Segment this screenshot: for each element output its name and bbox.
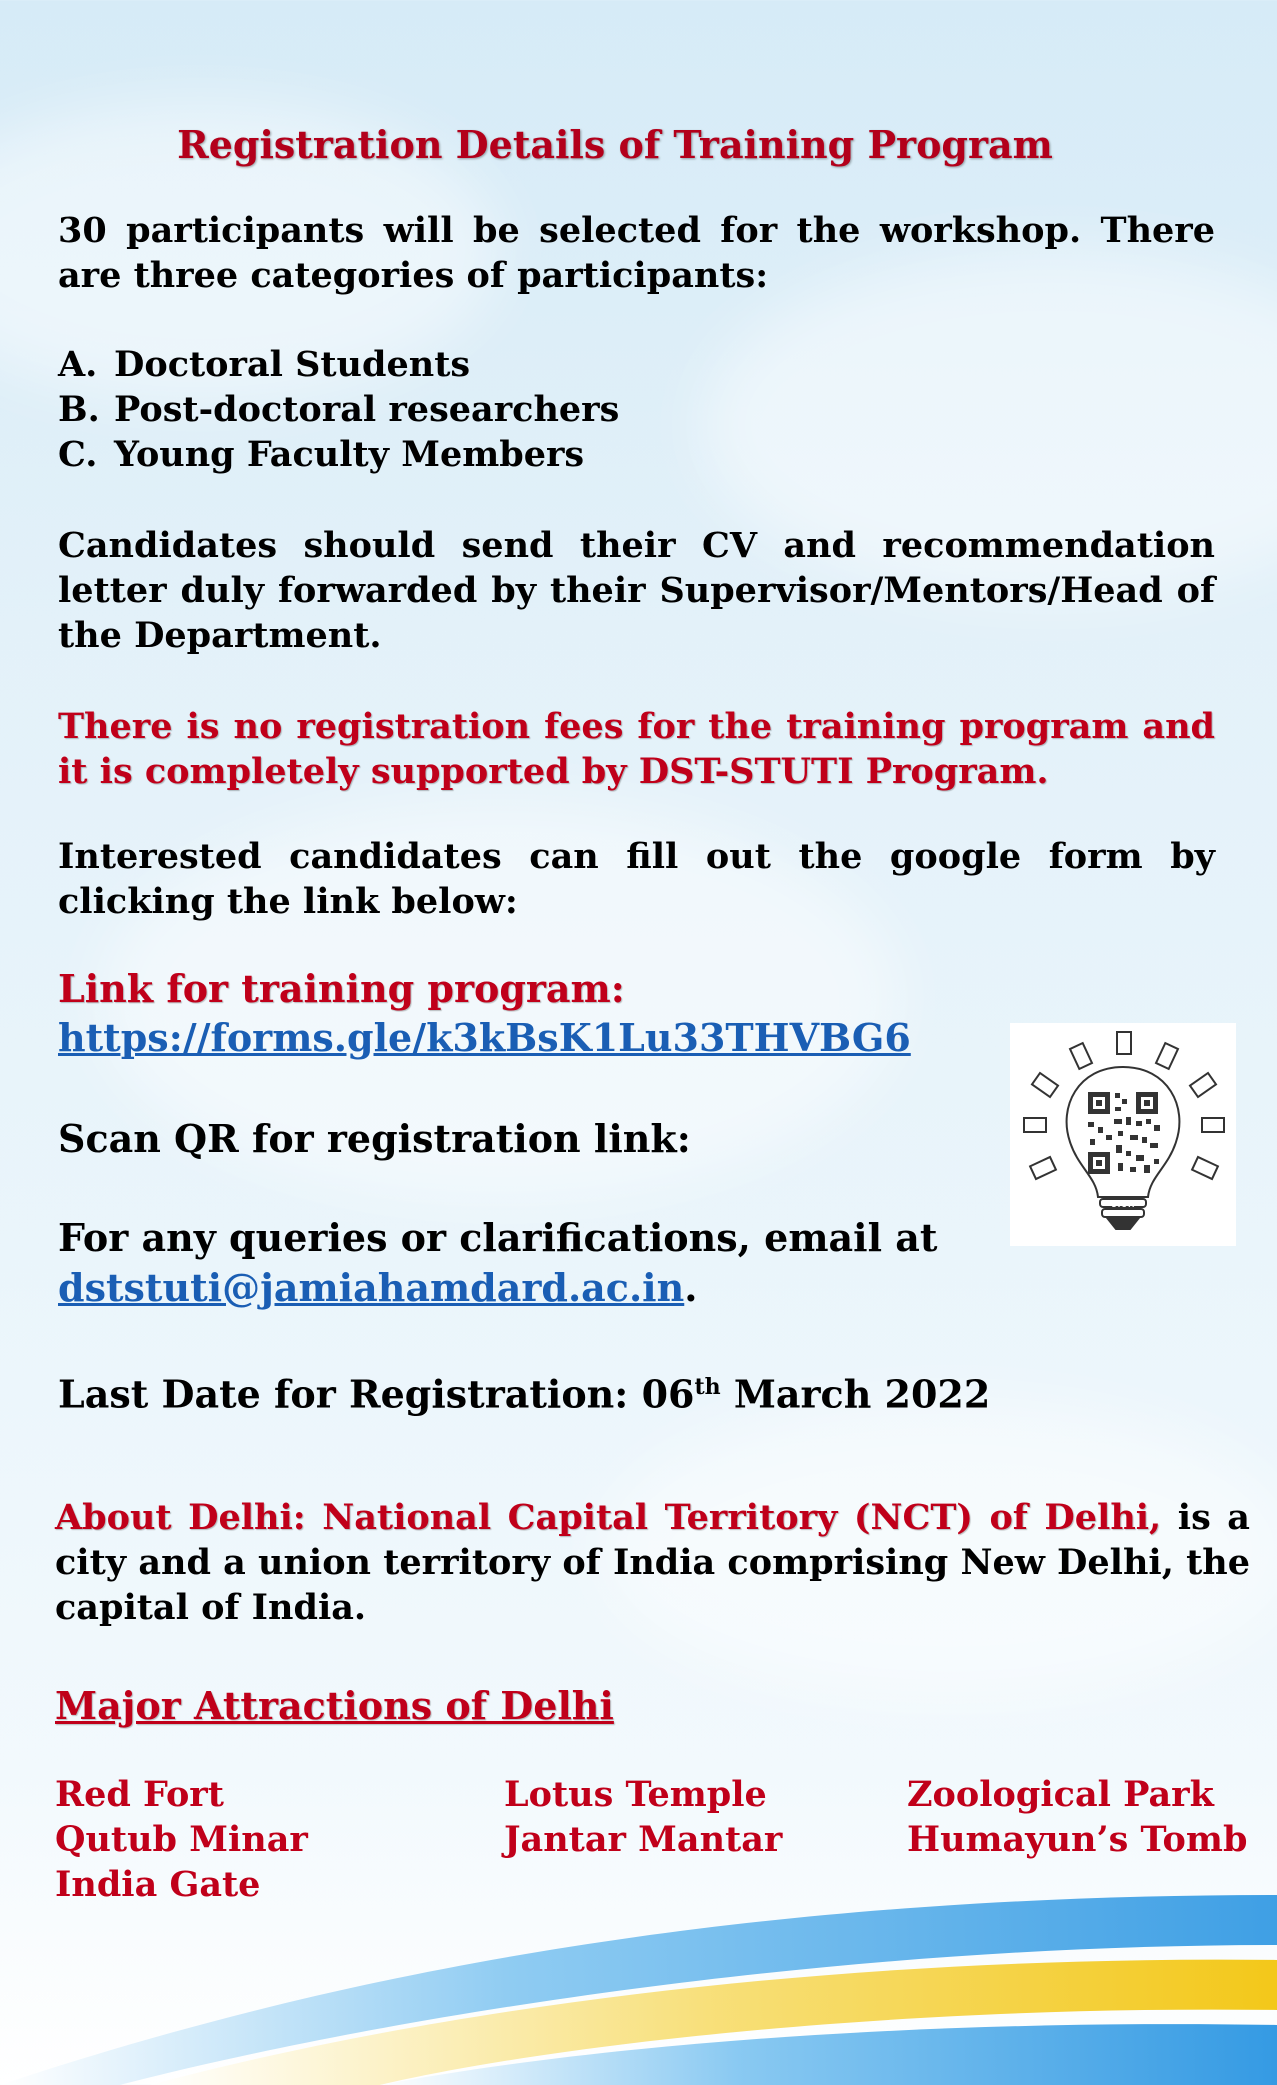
last-date: Last Date for Registration: 06th March 2022 bbox=[58, 1371, 991, 1417]
queries-text: For any queries or clarifications, email at bbox=[58, 1215, 938, 1260]
list-item: Zoological Park bbox=[907, 1774, 1214, 1815]
intro-line-2: are three categories of participants: bbox=[58, 255, 769, 296]
email-link[interactable]: dststuti@jamiahamdard.ac.in bbox=[58, 1265, 685, 1310]
qr-caption: STUTI bbox=[1111, 1201, 1135, 1209]
list-item: Jantar Mantar bbox=[504, 1819, 783, 1860]
candidates-line-2: letter duly forwarded by their Supervisor/Mentors/Head of bbox=[58, 570, 1215, 611]
candidates-line-3: the Department. bbox=[58, 615, 382, 656]
about-line-1: About Delhi: National Capital Territory (NCT) of Delhi, is a bbox=[55, 1497, 1250, 1538]
list-item: Humayun’s Tomb bbox=[907, 1819, 1248, 1860]
list-item: Lotus Temple bbox=[504, 1774, 767, 1815]
list-item: B. Post-doctoral researchers bbox=[58, 389, 620, 430]
list-item: A. Doctoral Students bbox=[58, 344, 471, 385]
form-url-link[interactable]: https://forms.gle/k3kBsK1Lu33THVBG6 bbox=[58, 1015, 911, 1060]
list-item: C. Young Faculty Members bbox=[58, 434, 585, 475]
link-label: Link for training program: bbox=[58, 966, 625, 1011]
list-item: Red Fort bbox=[55, 1774, 224, 1815]
participant-categories bbox=[58, 342, 619, 477]
registration-link[interactable] bbox=[58, 1015, 911, 1060]
intro-line-1: 30 participants will be selected for the workshop. There bbox=[58, 210, 1215, 251]
qr-code[interactable] bbox=[1010, 1023, 1236, 1246]
list-item: Qutub Minar bbox=[55, 1819, 308, 1860]
decorative-waves bbox=[0, 1835, 1277, 2085]
interested-line-1: Interested candidates can fill out the google form by bbox=[58, 836, 1215, 877]
interested-line-2: clicking the link below: bbox=[58, 881, 518, 922]
fees-line-1: There is no registration fees for the training program and bbox=[58, 706, 1215, 747]
candidates-line-1: Candidates should send their CV and recommendation bbox=[58, 525, 1215, 566]
list-item: India Gate bbox=[55, 1864, 261, 1905]
about-line-3: capital of India. bbox=[55, 1587, 367, 1628]
attractions-heading: Major Attractions of Delhi bbox=[55, 1683, 614, 1728]
bulb-qr-icon bbox=[1018, 1027, 1228, 1242]
email-line: dststuti@jamiahamdard.ac.in. bbox=[58, 1265, 698, 1310]
fees-line-2: it is completely supported by DST-STUTI Program. bbox=[58, 751, 1049, 792]
about-line-2: city and a union territory of India comprising New Delhi, the bbox=[55, 1542, 1250, 1583]
page-title: Registration Details of Training Program bbox=[177, 122, 1053, 167]
scan-qr-text: Scan QR for registration link: bbox=[58, 1116, 691, 1161]
